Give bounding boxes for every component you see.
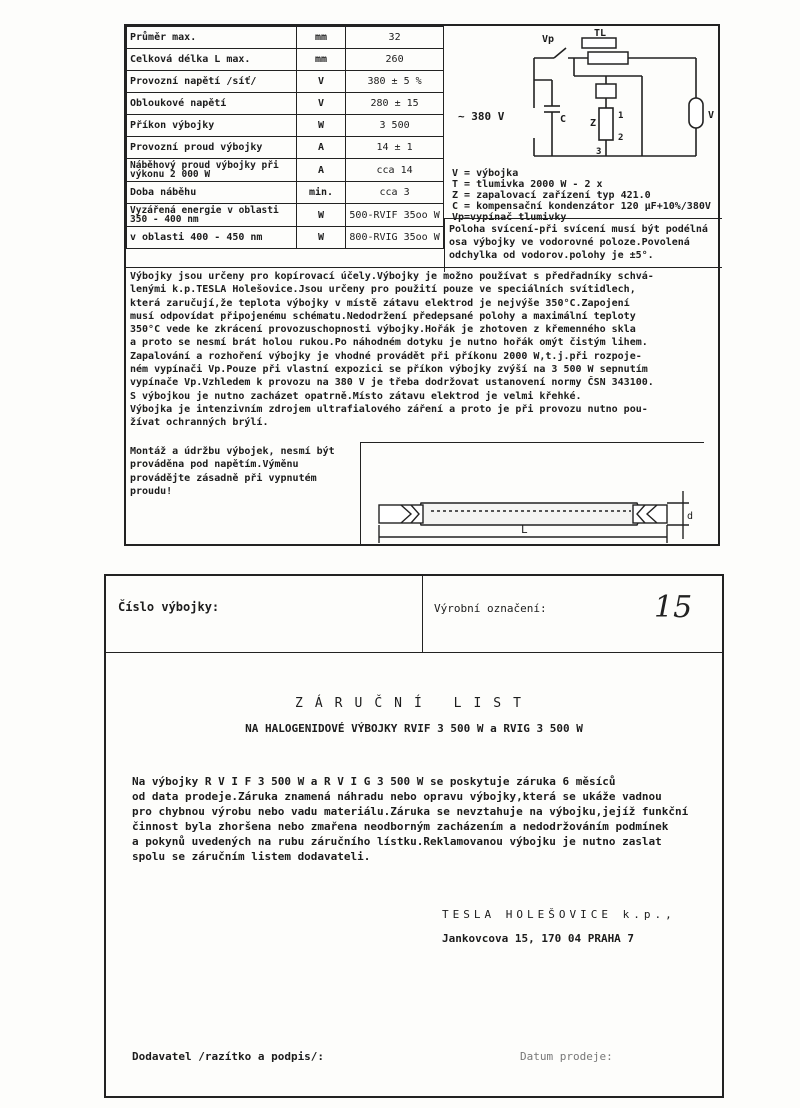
warranty-line: Na výbojky R V I F 3 500 W a R V I G 3 500 W se poskytuje záruka 6 měsíců — [132, 775, 616, 788]
spec-value: 32 — [346, 27, 444, 49]
usage-line: ném vypínači Vp.Pouze při vlastní expozici se příkon výbojky zvýší na 3 500 W sepnutím — [130, 364, 648, 376]
lamp-drawing-box — [360, 442, 704, 544]
spec-label: Vyzářená energie v oblasti 350 - 400 nm — [127, 204, 297, 227]
spec-row — [127, 115, 444, 137]
position-note: Poloha svícení-při svícení musí být podélná osa výbojky ve vodorovné poloze.Povolená odchylka od vodorov.polohy je ±5°. — [444, 218, 722, 272]
spec-value: cca 14 — [346, 159, 444, 182]
usage-line: Zapalování a rozhoření výbojky je vhodné provádět při příkonu 2000 W,t.j.při rozpoje- — [130, 350, 642, 362]
spec-unit: V — [296, 71, 345, 93]
spec-unit: mm — [296, 27, 345, 49]
label-pin3: 3 — [596, 147, 602, 157]
company-address: Jankovcova 15, 170 04 PRAHA 7 — [442, 932, 635, 945]
spec-row — [127, 137, 444, 159]
spec-row — [127, 227, 444, 249]
spec-value: 800-RVIG 35oo W — [346, 227, 444, 249]
usage-line: musí odpovídat připojenému schématu.Nedodržení předepsané polohy a maximální teploty — [130, 310, 636, 322]
spec-row — [127, 93, 444, 115]
label-voltage: ~ 380 V — [458, 110, 505, 123]
spec-label: Náběhový proud výbojky při výkonu 2 000 W — [127, 159, 297, 182]
spec-label: Provozní proud výbojky — [127, 137, 297, 159]
label-pin1: 1 — [618, 111, 624, 121]
usage-line: Výbojky jsou určeny pro kopírovací účely.Výbojky je možno používat s předřadníky schvá- — [130, 271, 654, 282]
label-v: V — [708, 110, 715, 121]
usage-line: S výbojkou je nutno zacházet opatrně.Místo zátavu elektrod je velmi křehké. — [130, 390, 582, 402]
spec-table — [126, 26, 444, 249]
choke-symbol — [588, 52, 628, 64]
warranty-line: a pokynů uvedených na rubu záručního lístku.Reklamovanou výbojku je nutno zaslat — [132, 835, 662, 848]
spec-unit: mm — [296, 49, 345, 71]
legend-item: V = výbojka — [452, 168, 519, 179]
choke-lower-symbol — [596, 84, 616, 98]
usage-line: lenými k.p.TESLA Holešovice.Jsou určeny pro použití pouze ve speciálních svítidlech, — [130, 284, 636, 296]
supplier-stamp-label: Dodavatel /razítko a podpis/: — [132, 1050, 325, 1063]
divider — [106, 652, 722, 653]
circuit-legend — [452, 168, 720, 223]
divider — [422, 576, 423, 652]
usage-line: 350°C vede ke zkrácení provozuschopnosti výbojky.Hořák je zhotoven z křemenného skla — [130, 324, 636, 336]
spec-value: 260 — [346, 49, 444, 71]
spec-value: 3 500 — [346, 115, 444, 137]
legend-item: Z = zapalovací zařízení typ 421.0 — [452, 190, 651, 201]
mount-line: provádějte zásadně při vypnutém — [130, 472, 317, 484]
spec-label: Obloukové napětí — [127, 93, 297, 115]
usage-line: Výbojka je intenzivním zdrojem ultrafialového záření a proto je při provozu nutno pou- — [130, 403, 648, 415]
mount-line: Montáž a údržbu výbojek, nesmí být — [130, 446, 335, 457]
production-code-label: Výrobní označení: — [434, 602, 547, 615]
warranty-subtitle: NA HALOGENIDOVÉ VÝBOJKY RVIF 3 500 W a RVIG 3 500 W — [245, 722, 583, 735]
label-pin2: 2 — [618, 133, 624, 143]
spec-row — [127, 204, 444, 227]
usage-instructions — [130, 270, 716, 430]
label-z: Z — [590, 118, 597, 129]
company-name: TESLA HOLEŠOVICE k.p., — [442, 908, 676, 921]
usage-line: vypínače Vp.Vzhledem k provozu na 380 V je třeba dodržovat ustanovení normy ČSN 343100. — [130, 377, 654, 389]
spec-value: cca 3 — [346, 182, 444, 204]
warranty-title: ZÁRUČNÍ LIST — [295, 696, 533, 711]
lamp-drawing — [361, 443, 703, 543]
warranty-line: činnost byla zhoršena nebo zmařena neodborným zacházením a nedodržováním podmínek — [132, 820, 669, 833]
spec-row — [127, 27, 444, 49]
lamp-number-label: Číslo výbojky: — [118, 600, 220, 614]
mount-line: prováděna pod napětím.Výměnu — [130, 459, 299, 471]
warranty-line: od data prodeje.Záruka znamená náhradu nebo opravu výbojky,která se ukáže vadnou — [132, 790, 662, 803]
spec-unit: A — [296, 137, 345, 159]
warranty-card — [104, 574, 724, 1098]
length-label: L — [521, 523, 528, 536]
spec-value: 280 ± 15 — [346, 93, 444, 115]
spec-value: 380 ± 5 % — [346, 71, 444, 93]
label-c: C — [560, 114, 567, 125]
label-tl: TL — [594, 28, 607, 39]
legend-item: Vp=vypínač tlumivky — [452, 212, 567, 223]
warranty-line: pro chybnou výrobu nebo vadu materiálu.Záruka se nevztahuje na výbojku,jejíž funkční — [132, 805, 689, 818]
warranty-line: spolu se záručním listem dodavateli. — [132, 850, 371, 863]
spec-row — [127, 182, 444, 204]
spec-row — [127, 71, 444, 93]
spec-unit: A — [296, 159, 345, 182]
usage-line: a proto se nesmí brát holou rukou.Po náhodném dotyku je nutno hořák omýt čistým lihem. — [130, 337, 648, 349]
spec-label: Průměr max. — [127, 27, 297, 49]
igniter-z-symbol — [599, 108, 613, 140]
legend-item: C = kompensační kondenzátor 120 μF+10%/380V — [452, 201, 711, 212]
usage-line: která zaručují,že teplota výbojky v místě zátavu elektrod je nejvýše 350°C.Zapojení — [130, 297, 630, 309]
mount-line: proudu! — [130, 485, 173, 497]
mounting-warning — [130, 445, 358, 498]
circuit-diagram — [456, 28, 716, 164]
spec-value: 500-RVIF 35oo W — [346, 204, 444, 227]
lamp-spec-card — [124, 24, 720, 546]
choke-tl-symbol — [582, 38, 616, 48]
warranty-body — [132, 774, 712, 864]
spec-label: Doba náběhu — [127, 182, 297, 204]
spec-unit: W — [296, 115, 345, 137]
lamp-v-symbol — [689, 98, 703, 128]
spec-label: Provozní napětí /síť/ — [127, 71, 297, 93]
spec-unit: min. — [296, 182, 345, 204]
spec-unit: W — [296, 204, 345, 227]
spec-label: Příkon výbojky — [127, 115, 297, 137]
sale-date-label: Datum prodeje: — [520, 1050, 613, 1063]
spec-label: v oblasti 400 - 450 nm — [127, 227, 297, 249]
spec-unit: V — [296, 93, 345, 115]
spec-label: Celková délka L max. — [127, 49, 297, 71]
spec-row — [127, 159, 444, 182]
production-code-handwritten: 15 — [654, 590, 693, 625]
spec-unit: W — [296, 227, 345, 249]
spec-value: 14 ± 1 — [346, 137, 444, 159]
divider — [126, 267, 722, 268]
usage-line: žívat ochranných brýlí. — [130, 417, 269, 429]
spec-row — [127, 49, 444, 71]
legend-item: T = tlumivka 2000 W - 2 x — [452, 179, 603, 190]
diameter-label: d — [687, 511, 694, 522]
label-vp: Vp — [542, 34, 555, 45]
